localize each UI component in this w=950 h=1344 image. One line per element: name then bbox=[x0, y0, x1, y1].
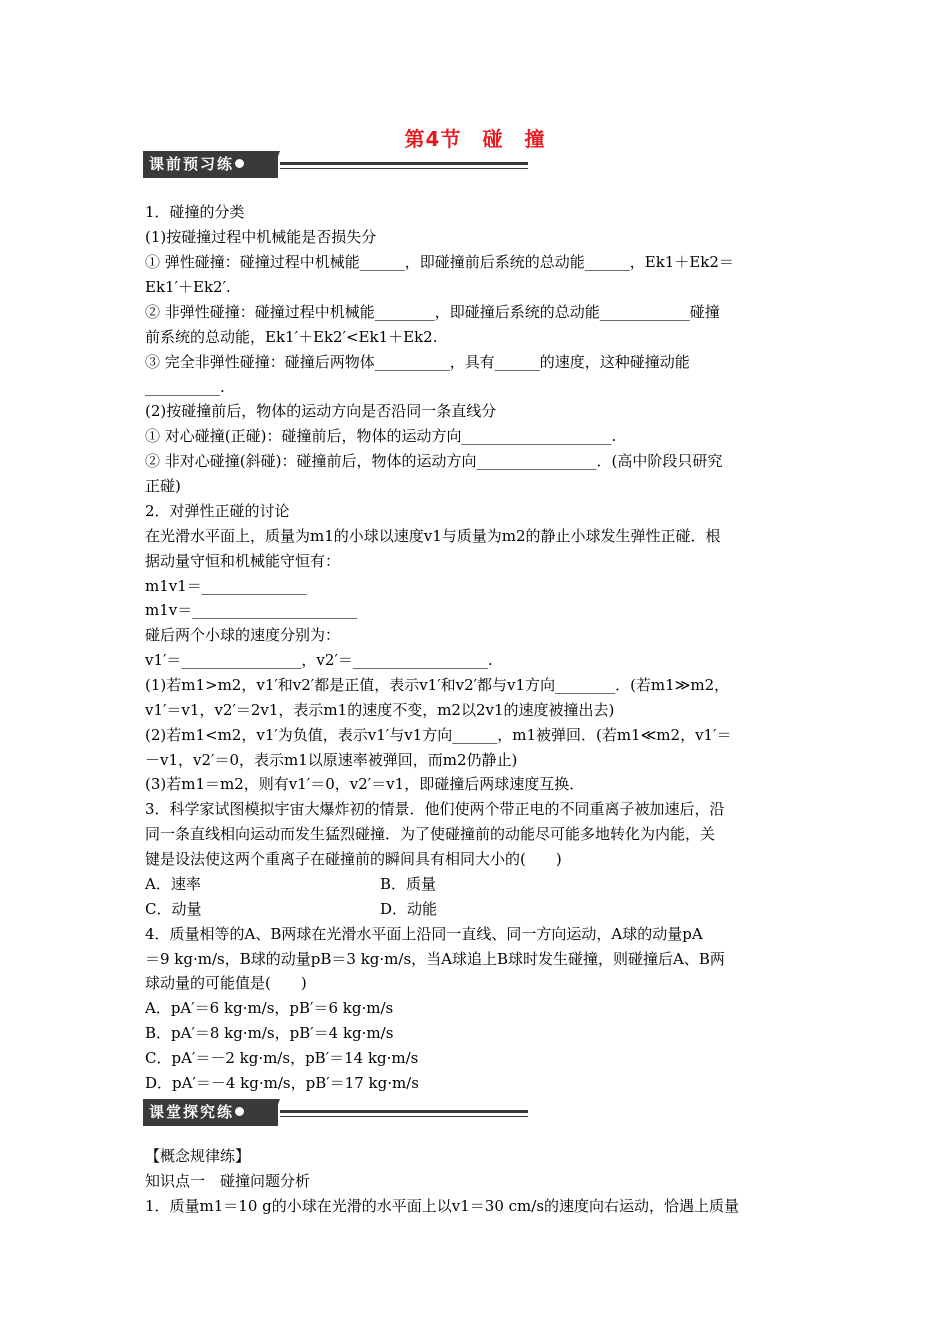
text-line: 前系统的总动能，Ek1′＋Ek2′<Ek1＋Ek2. bbox=[145, 328, 438, 346]
option-c: C．pA′＝－2 kg·m/s，pB′＝14 kg·m/s bbox=[145, 1049, 419, 1067]
text-line: 知识点一 碰撞问题分析 bbox=[145, 1172, 311, 1190]
text-line: (3)若m1＝m2，则有v1′＝0，v2′＝v1，即碰撞后两球速度互换． bbox=[145, 775, 585, 793]
text-line: (1)若m1>m2，v1′和v2′都是正值，表示v1′和v2′都与v1方向________．(若m1≫m2， bbox=[145, 676, 730, 694]
text-line: 球动量的可能值是( ) bbox=[145, 974, 307, 992]
text-line: －v1，v2′＝0，表示m1以原速率被弹回，而m2仍静止) bbox=[145, 751, 518, 769]
text-line: 碰后两个小球的速度分别为： bbox=[145, 626, 341, 644]
text-line: ② 非对心碰撞(斜碰)：碰撞前后，物体的运动方向________________．(高中阶段只研究 bbox=[145, 452, 723, 470]
divider bbox=[280, 1116, 528, 1117]
text-line: (2)若m1<m2，v1′为负值，表示v1′与v1方向______，m1被弹回．(若m1≪m2，v1′＝ bbox=[145, 726, 732, 744]
text-line: 1．碰撞的分类 bbox=[145, 203, 245, 221]
bullet-dot-icon bbox=[235, 1107, 244, 1116]
text-line: m1v1＝______________ bbox=[145, 577, 307, 595]
text-line: 据动量守恒和机械能守恒有： bbox=[145, 552, 341, 570]
divider bbox=[280, 168, 528, 169]
text-line: 在光滑水平面上，质量为m1的小球以速度v1与质量为m2的静止小球发生弹性正碰．根 bbox=[145, 527, 721, 545]
text-line: 3．科学家试图模拟宇宙大爆炸初的情景．他们使两个带正电的不同重离子被加速后，沿 bbox=[145, 800, 725, 818]
text-line: 同一条直线相向运动而发生猛烈碰撞．为了使碰撞前的动能尽可能多地转化为内能，关 bbox=[145, 825, 716, 843]
divider bbox=[280, 1110, 528, 1113]
section-label: 课前预习练 bbox=[149, 155, 235, 173]
text-line: ② 非弹性碰撞：碰撞过程中机械能________，即碰撞后系统的总动能____________碰撞 bbox=[145, 303, 720, 321]
text-line: 正碰) bbox=[145, 477, 181, 495]
option-row bbox=[145, 899, 438, 919]
option-b: B．pA′＝8 kg·m/s，pB′＝4 kg·m/s bbox=[145, 1024, 394, 1042]
text-line: ① 弹性碰撞：碰撞过程中机械能______，即碰撞前后系统的总动能______，Ek1＋Ek2＝ bbox=[145, 253, 734, 271]
option-c: C．动量 bbox=[145, 900, 202, 918]
text-line: 4．质量相等的A、B两球在光滑水平面上沿同一直线、同一方向运动，A球的动量pA bbox=[145, 925, 703, 943]
option-a: A．速率 bbox=[145, 875, 201, 893]
divider bbox=[280, 162, 528, 165]
option-d: D．pA′＝－4 kg·m/s，pB′＝17 kg·m/s bbox=[145, 1074, 419, 1092]
text-line: v1′＝v1，v2′＝2v1，表示m1的速度不变，m2以2v1的速度被撞出去) bbox=[145, 701, 615, 719]
text-line: 键是设法使这两个重离子在碰撞前的瞬间具有相同大小的( ) bbox=[145, 850, 562, 868]
text-line: ＝9 kg·m/s，B球的动量pB＝3 kg·m/s，当A球追上B球时发生碰撞，则碰撞后A、B两 bbox=[145, 950, 725, 968]
text-line: __________. bbox=[145, 378, 225, 396]
text-line: 2．对弹性正碰的讨论 bbox=[145, 502, 290, 520]
option-a: A．pA′＝6 kg·m/s，pB′＝6 kg·m/s bbox=[145, 999, 394, 1017]
bullet-dot-icon bbox=[235, 159, 244, 168]
text-line: 1．质量m1＝10 g的小球在光滑的水平面上以v1＝30 cm/s的速度向右运动，恰遇上质量 bbox=[145, 1197, 740, 1215]
option-b: B．质量 bbox=[380, 875, 437, 893]
text-line: (1)按碰撞过程中机械能是否损失分 bbox=[145, 228, 377, 246]
page-title: 第4节 碰 撞 bbox=[404, 127, 546, 151]
text-line: Ek1′＋Ek2′. bbox=[145, 278, 231, 296]
subsection-heading: 【概念规律练】 bbox=[145, 1147, 251, 1165]
section-label: 课堂探究练 bbox=[149, 1103, 235, 1121]
text-line: v1′＝________________，v2′＝__________________. bbox=[145, 651, 493, 669]
text-line: ③ 完全非弹性碰撞：碰撞后两物体__________，具有______的速度，这种碰撞动能 bbox=[145, 353, 690, 371]
option-row bbox=[145, 874, 437, 894]
text-line: m1v＝______________________ bbox=[145, 601, 358, 619]
text-line: ① 对心碰撞(正碰)：碰撞前后，物体的运动方向____________________. bbox=[145, 427, 617, 445]
option-d: D．动能 bbox=[380, 900, 438, 918]
section-header-preview bbox=[143, 151, 528, 179]
section-header-classroom bbox=[143, 1099, 528, 1127]
text-line: (2)按碰撞前后，物体的运动方向是否沿同一条直线分 bbox=[145, 402, 497, 420]
